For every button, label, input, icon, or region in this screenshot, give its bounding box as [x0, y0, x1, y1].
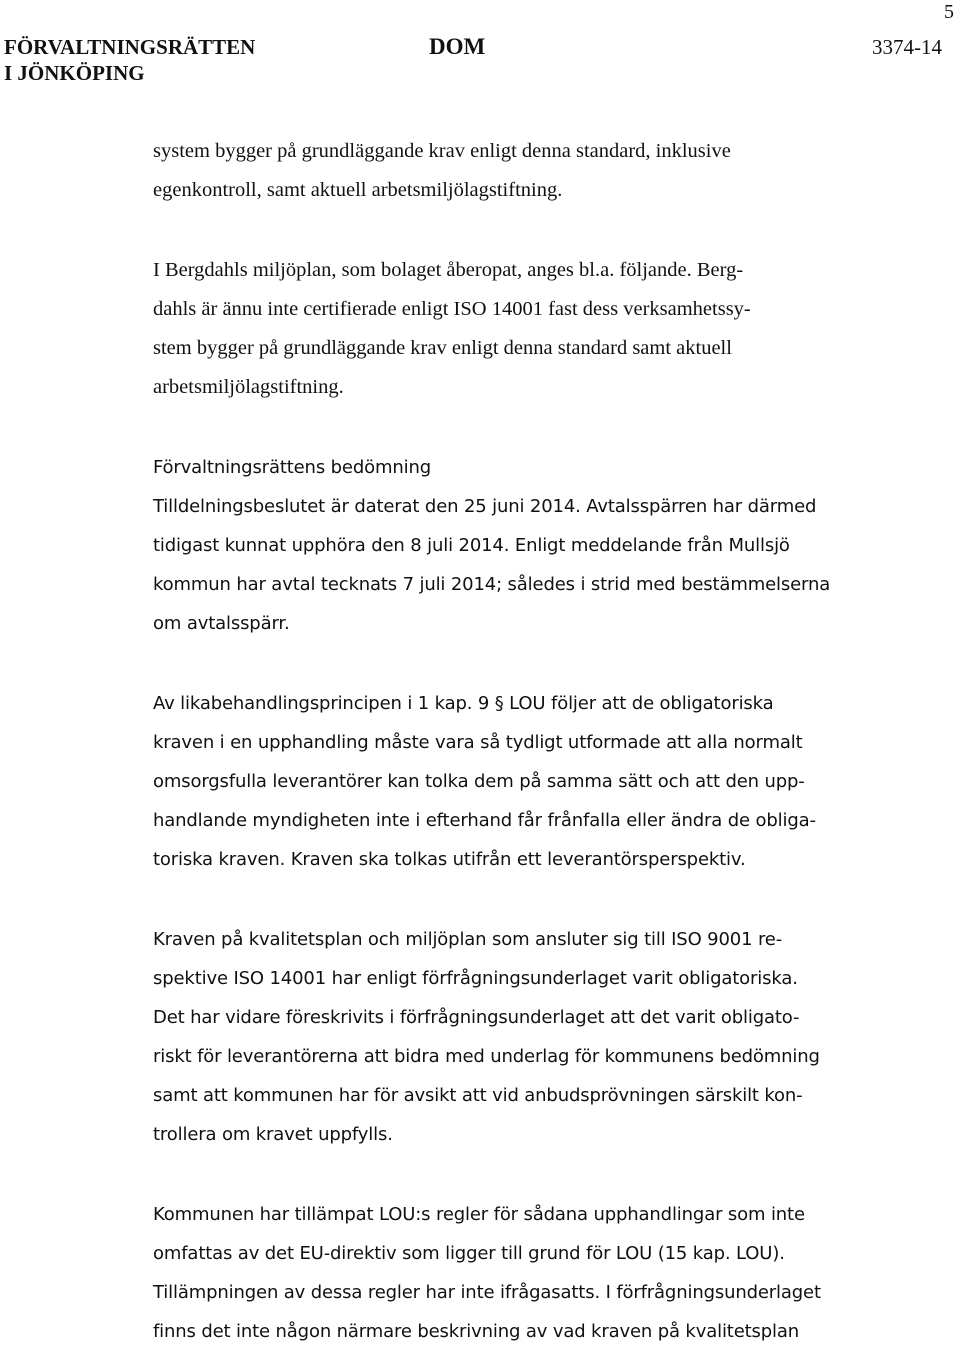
court-name [4, 34, 255, 86]
text-line: stem bygger på grundläggande krav enligt denna standard samt aktuell [153, 337, 732, 359]
text-line: Tillämpningen av dessa regler har inte ifrågasatts. I förfrågningsunderlaget [153, 1282, 821, 1303]
document-type: DOM [429, 34, 486, 59]
paragraph [153, 920, 853, 1154]
paragraph [153, 251, 853, 407]
text-line: Det har vidare föreskrivits i förfrågningsunderlaget att det varit obligato- [153, 1007, 800, 1028]
paragraph [153, 448, 853, 643]
text-line: tidigast kunnat upphöra den 8 juli 2014. Enligt meddelande från Mullsjö [153, 535, 790, 556]
paragraph [153, 1195, 853, 1351]
text-line: Av likabehandlingsprincipen i 1 kap. 9 § LOU följer att de obligatoriska [153, 693, 774, 714]
text-line: kraven i en upphandling måste vara så tydligt utformade att alla normalt [153, 732, 803, 753]
text-line: egenkontroll, samt aktuell arbetsmiljölagstiftning. [153, 179, 563, 201]
text-line: samt att kommunen har för avsikt att vid anbudsprövningen särskilt kon- [153, 1085, 803, 1106]
paragraph [153, 132, 853, 210]
text-line: finns det inte någon närmare beskrivning av vad kraven på kvalitetsplan [153, 1321, 800, 1342]
page-number: 5 [944, 1, 954, 23]
document-body [153, 132, 853, 1351]
paragraph-spacer [153, 879, 853, 920]
paragraph-spacer [153, 210, 853, 251]
court-name-line-2: I JÖNKÖPING [4, 61, 145, 85]
text-line: Kraven på kvalitetsplan och miljöplan som ansluter sig till ISO 9001 re- [153, 929, 783, 950]
text-line: kommun har avtal tecknats 7 juli 2014; således i strid med bestämmelserna [153, 574, 831, 595]
text-line: system bygger på grundläggande krav enligt denna standard, inklusive [153, 140, 731, 162]
text-line: arbetsmiljölagstiftning. [153, 376, 344, 398]
text-line: om avtalsspärr. [153, 613, 290, 634]
text-line: spektive ISO 14001 har enligt förfrågningsunderlaget varit obligatoriska. [153, 968, 798, 989]
text-line: I Bergdahls miljöplan, som bolaget åberopat, anges bl.a. följande. Berg- [153, 259, 744, 281]
text-line: handlande myndigheten inte i efterhand får frånfalla eller ändra de obliga- [153, 810, 816, 831]
court-name-line-1: FÖRVALTNINGSRÄTTEN [4, 35, 256, 59]
case-number: 3374-14 [872, 35, 942, 59]
text-line: toriska kraven. Kraven ska tolkas utifrån ett leverantörsperspektiv. [153, 849, 746, 870]
paragraph-spacer [153, 407, 853, 448]
text-line: Tilldelningsbeslutet är daterat den 25 juni 2014. Avtalsspärren har därmed [153, 496, 817, 517]
text-line: Kommunen har tillämpat LOU:s regler för sådana upphandlingar som inte [153, 1204, 805, 1225]
paragraph-spacer [153, 1154, 853, 1195]
text-line: Förvaltningsrättens bedömning [153, 457, 431, 478]
text-line: riskt för leverantörerna att bidra med underlag för kommunens bedömning [153, 1046, 820, 1067]
text-line: trollera om kravet uppfylls. [153, 1124, 393, 1145]
paragraph-spacer [153, 643, 853, 684]
paragraph [153, 684, 853, 879]
text-line: omfattas av det EU-direktiv som ligger till grund för LOU (15 kap. LOU). [153, 1243, 785, 1264]
text-line: dahls är ännu inte certifierade enligt ISO 14001 fast dess verksamhetssy- [153, 298, 751, 320]
text-line: omsorgsfulla leverantörer kan tolka dem på samma sätt och att den upp- [153, 771, 805, 792]
